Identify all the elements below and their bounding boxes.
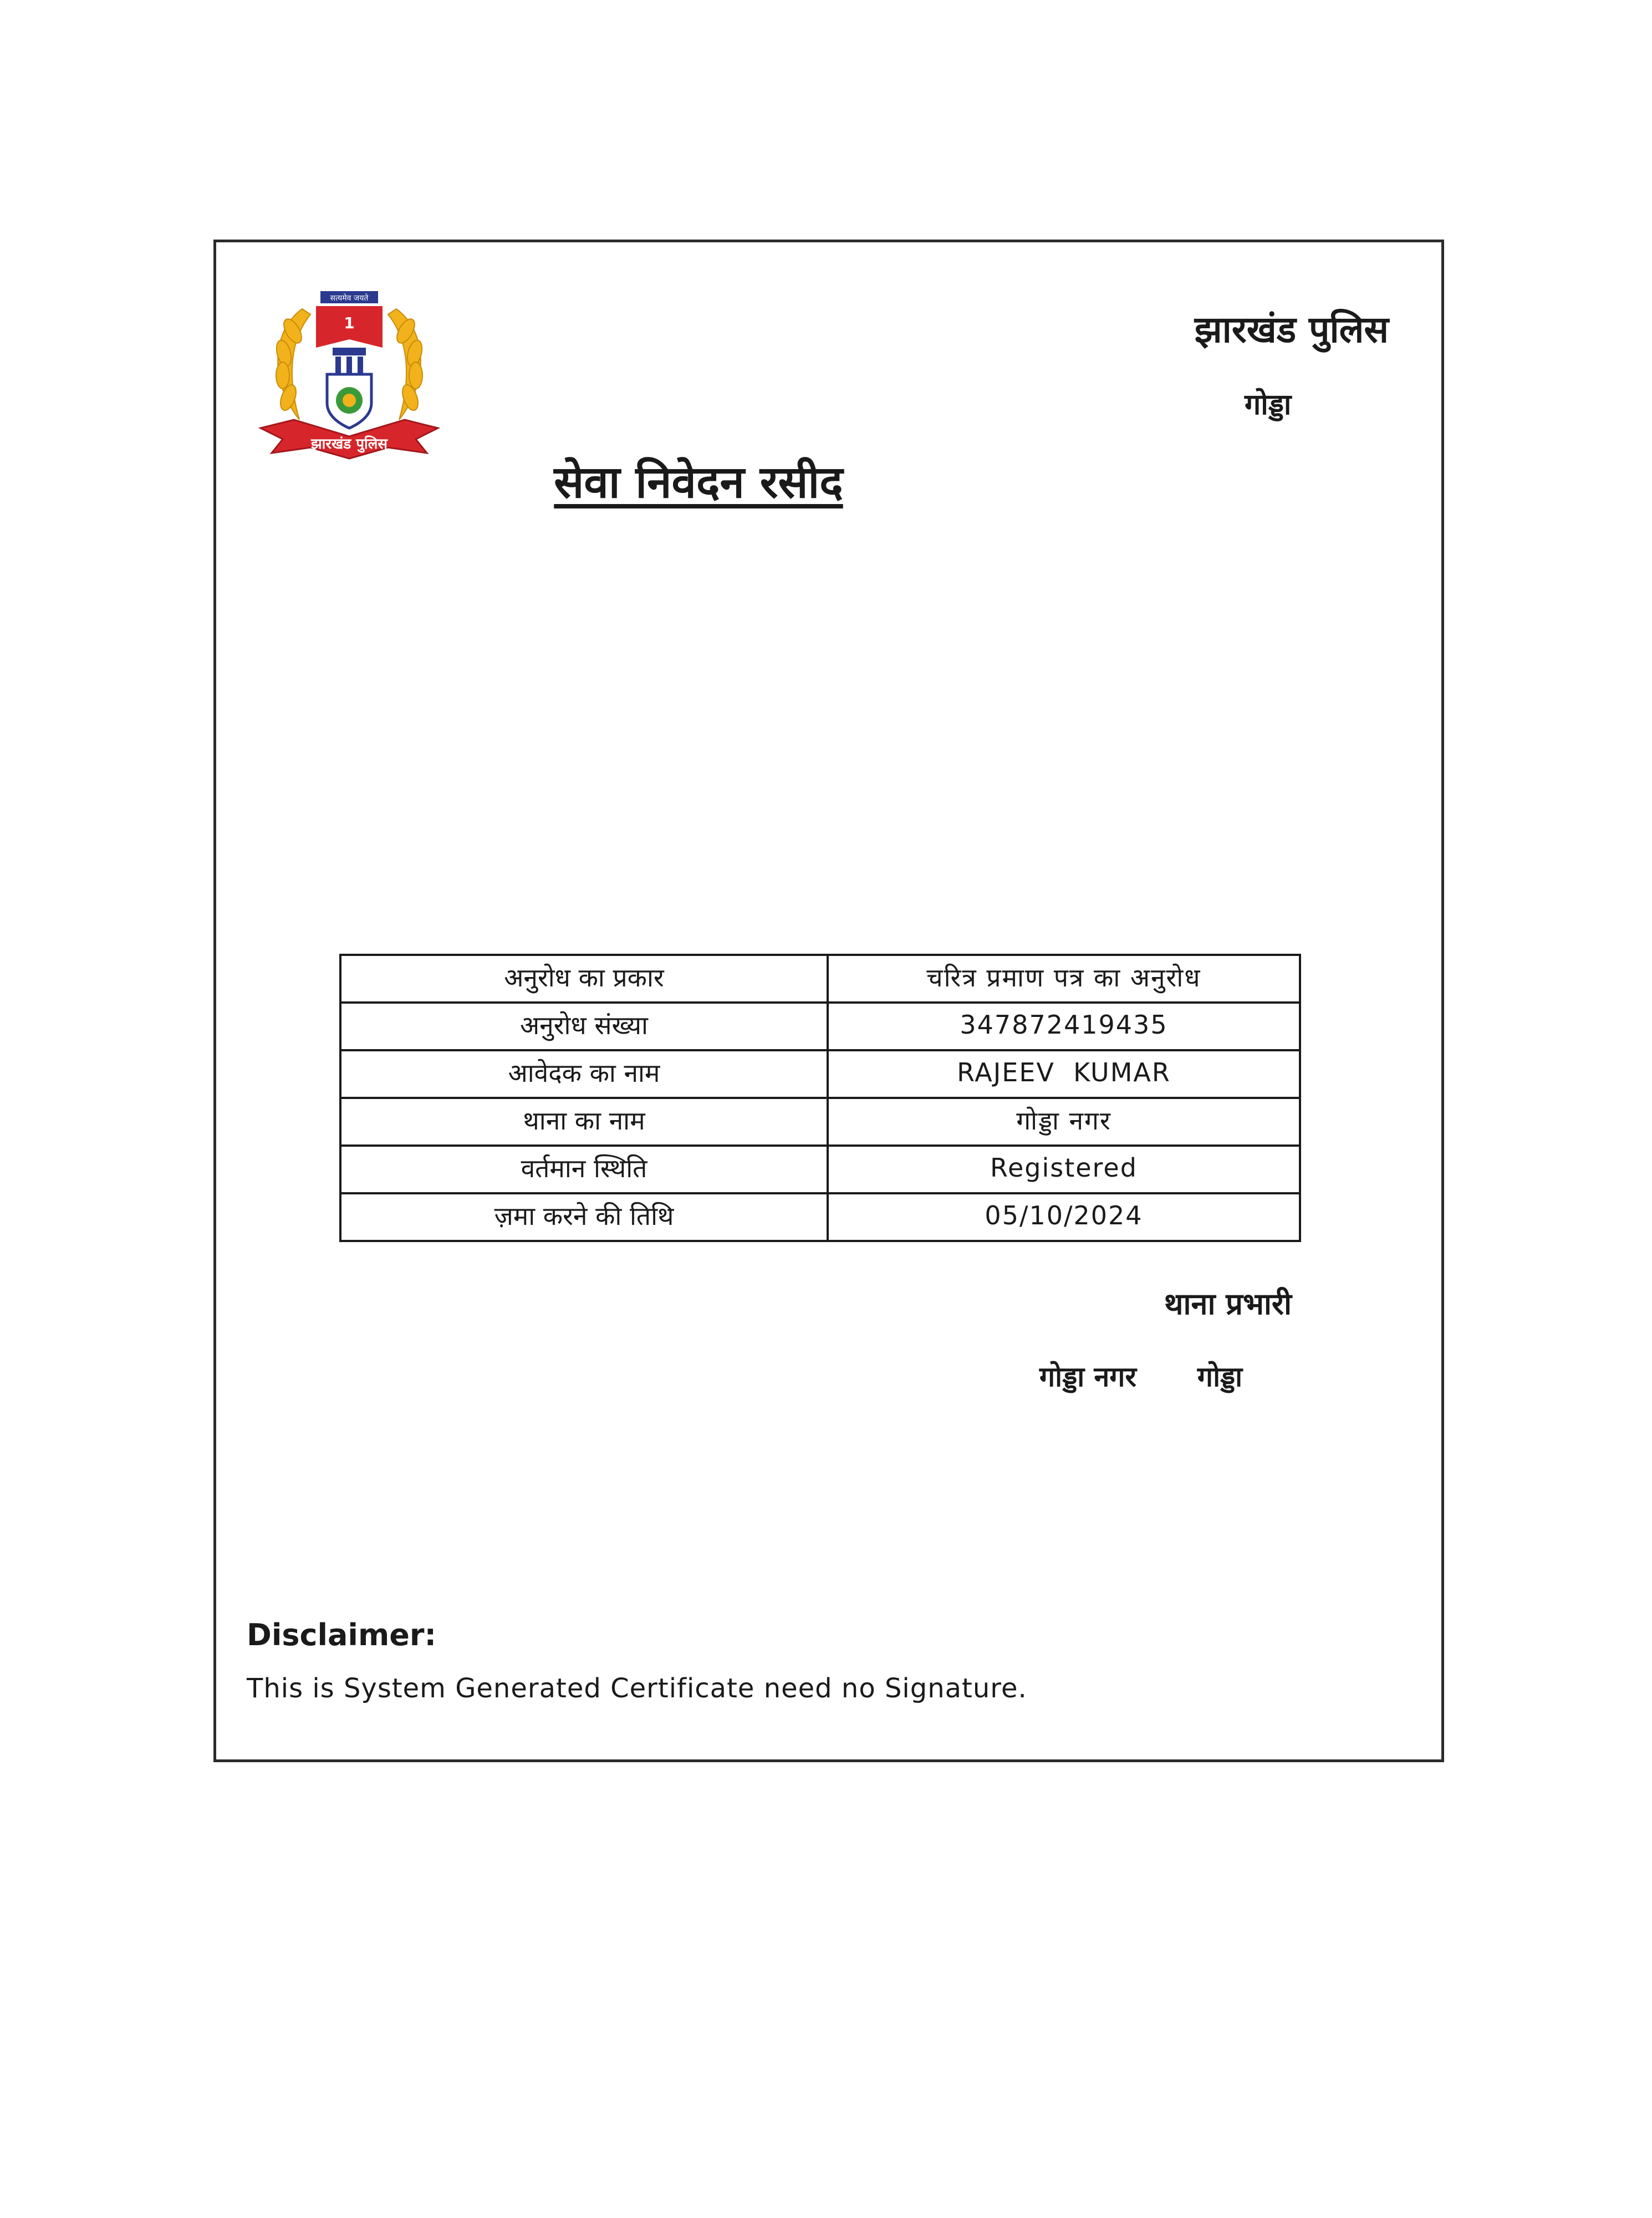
svg-text:1: 1 <box>344 314 355 332</box>
table-row <box>340 1146 1300 1193</box>
request-number-value: 347872419435 <box>828 1003 1300 1050</box>
table-row <box>340 1003 1300 1050</box>
receipt-title: सेवा निवेदन रसीद <box>554 456 843 508</box>
jharkhand-police-emblem <box>249 287 449 470</box>
disclaimer-heading: Disclaimer: <box>247 1617 437 1652</box>
signatory-district: गोड्डा <box>1197 1361 1243 1393</box>
emblem-motto: सत्यमेव जयते <box>330 294 369 303</box>
applicant-name-label: आवेदक का नाम <box>340 1050 828 1098</box>
table-row <box>340 1050 1300 1098</box>
applicant-name-value: RAJEEV KUMAR <box>828 1050 1300 1098</box>
signatory-station: गोड्डा नगर <box>1039 1361 1136 1393</box>
signatory-title: थाना प्रभारी <box>1164 1286 1292 1321</box>
police-station-value: गोड्डा नगर <box>828 1098 1300 1146</box>
submission-date-value: 05/10/2024 <box>828 1193 1300 1241</box>
table-row <box>340 955 1300 1003</box>
emblem-icon <box>249 287 449 470</box>
current-status-value: Registered <box>828 1146 1300 1193</box>
request-details-table <box>339 954 1301 1242</box>
emblem-ribbon-text: झारखंड पुलिस <box>311 436 387 452</box>
table-row <box>340 1098 1300 1146</box>
table-row <box>340 1193 1300 1241</box>
police-station-label: थाना का नाम <box>340 1098 828 1146</box>
district-name: गोड्डा <box>1245 388 1292 421</box>
receipt-frame <box>213 240 1444 1762</box>
disclaimer-text: This is System Generated Certificate need no Signature. <box>247 1673 1027 1704</box>
organization-name: झारखंड पुलिस <box>1194 308 1389 351</box>
signatory-place <box>1039 1357 1242 1395</box>
request-type-label: अनुरोध का प्रकार <box>340 955 828 1003</box>
submission-date-label: ज़मा करने की तिथि <box>340 1193 828 1241</box>
request-type-value: चरित्र प्रमाण पत्र का अनुरोध <box>828 955 1300 1003</box>
request-number-label: अनुरोध संख्या <box>340 1003 828 1050</box>
current-status-label: वर्तमान स्थिति <box>340 1146 828 1193</box>
